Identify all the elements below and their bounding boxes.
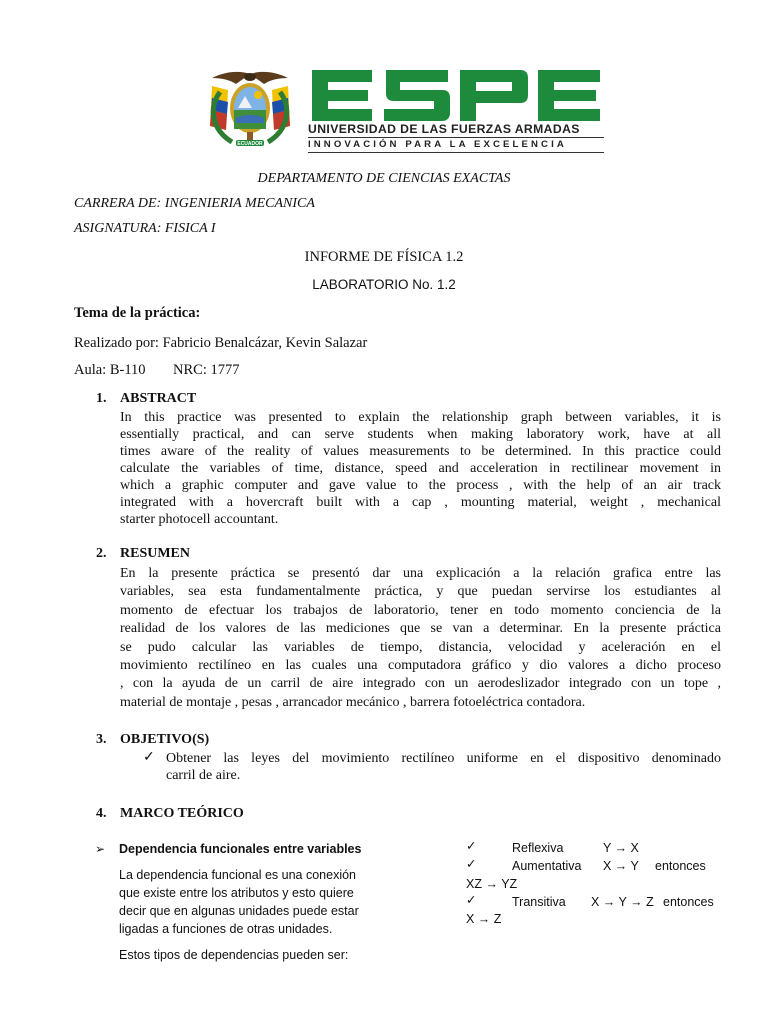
arrow-bullet-icon: ➢ bbox=[95, 842, 106, 856]
report-title: INFORME DE FÍSICA 1.2 bbox=[304, 249, 464, 265]
property-rule: X → Y bbox=[603, 859, 639, 873]
resumen-paragraph bbox=[120, 565, 721, 712]
objective-text: carril de aire. bbox=[166, 768, 241, 783]
topic-label: Tema de la práctica: bbox=[74, 305, 201, 321]
section-number: 1. bbox=[96, 391, 107, 406]
checkmark-icon: ✓ bbox=[466, 893, 477, 907]
subheading: Dependencia funcionales entre variables bbox=[119, 842, 362, 856]
paragraph-line: se pudo calcular las variables de tiempo, distancia, velocidad y aceleración en el bbox=[120, 639, 721, 655]
types-intro: Estos tipos de dependencias pueden ser: bbox=[119, 948, 349, 962]
property-rule: X → Y → Z bbox=[591, 895, 654, 909]
paragraph-line: momento de efectuar los trabajos de laboratorio, tener en todo momento conciencia de la bbox=[120, 602, 721, 618]
brand-divider-bottom bbox=[308, 152, 604, 153]
objective-text: Obtener las leyes del movimiento rectilíneo uniforme en el dispositivo denominado bbox=[166, 751, 721, 766]
property-name: Transitiva bbox=[512, 895, 566, 909]
espe-logo bbox=[198, 64, 604, 156]
paragraph-line: En la presente práctica se presentó dar una explicación a la relación grafica entre las bbox=[120, 566, 721, 581]
section-title-resumen: RESUMEN bbox=[120, 546, 191, 561]
department-title: DEPARTAMENTO DE CIENCIAS EXACTAS bbox=[257, 171, 511, 186]
paragraph-line: times aware of the reality of values measurements to be determined. In this practice could bbox=[120, 444, 721, 459]
paragraph-line: , con la ayuda de un carril de aire integrado con un aerodeslizador integrado con un tope , bbox=[120, 676, 721, 692]
section-number: 4. bbox=[96, 806, 107, 821]
authors-line: Realizado por: Fabricio Benalcázar, Kevin Salazar bbox=[74, 335, 368, 351]
property-name: Aumentativa bbox=[512, 859, 582, 873]
paragraph-line: realidad de los valores de las mediciones que se van a determinar. En la presente práctica bbox=[120, 621, 721, 637]
section-title-marco: MARCO TEÓRICO bbox=[120, 806, 244, 821]
abstract-paragraph bbox=[120, 409, 721, 528]
ecuador-coat-of-arms-icon bbox=[198, 68, 302, 152]
paragraph-line: In this practice was presented to explain the relationship graph between variables, it is bbox=[120, 410, 721, 425]
paragraph-line: ligadas a funciones de otras unidades. bbox=[119, 922, 333, 936]
university-name: UNIVERSIDAD DE LAS FUERZAS ARMADAS bbox=[308, 122, 580, 136]
paragraph-line: La dependencia funcional es una conexión bbox=[119, 868, 356, 882]
property-extra: entonces bbox=[655, 859, 706, 873]
checkmark-icon: ✓ bbox=[466, 839, 477, 853]
property-extra: entonces bbox=[663, 895, 714, 909]
paragraph-line: which a graphic computer and gave value to the process , with the help of an air track bbox=[120, 478, 721, 493]
checkmark-icon: ✓ bbox=[466, 857, 477, 871]
property-rule: Y → X bbox=[603, 841, 639, 855]
paragraph-line: que existe entre los atributos y esto quiere bbox=[119, 886, 354, 900]
property-continuation: X → Z bbox=[466, 912, 502, 926]
property-name: Reflexiva bbox=[512, 841, 564, 855]
lab-title: LABORATORIO No. 1.2 bbox=[312, 277, 456, 292]
objective-item bbox=[166, 750, 721, 784]
classroom-line: Aula: B-110 bbox=[74, 362, 146, 378]
property-continuation: XZ → YZ bbox=[466, 877, 518, 891]
career-line: CARRERA DE: INGENIERIA MECANICA bbox=[74, 196, 315, 211]
paragraph-line: calculate the variables of time, distance, speed and acceleration in rectilinear movement in bbox=[120, 461, 721, 476]
brand-divider bbox=[308, 137, 604, 138]
paragraph-line: essentially practical, and can serve students when making laboratory work, have at all bbox=[120, 427, 721, 442]
brand-block bbox=[308, 64, 604, 156]
section-title-objetivos: OBJETIVO(S) bbox=[120, 732, 210, 747]
seal-caption: ECUADOR bbox=[237, 141, 263, 147]
paragraph-line: material de montaje , pesas , arrancador mecánico , barrera fotoeléctrica contadora. bbox=[120, 694, 586, 710]
nrc-line: NRC: 1777 bbox=[173, 362, 240, 378]
paragraph-line: decir que en algunas unidades puede estar bbox=[119, 904, 359, 918]
section-number: 2. bbox=[96, 546, 107, 561]
espe-wordmark bbox=[308, 66, 604, 124]
section-number: 3. bbox=[96, 732, 107, 747]
checkmark-icon: ✓ bbox=[143, 750, 155, 765]
paragraph-line: integrated with a hovercraft built with a cap , mounting material, weight , mechanical bbox=[120, 495, 721, 510]
subject-line: ASIGNATURA: FISICA I bbox=[74, 221, 216, 236]
paragraph-line: variables, sea esta fundamentalmente práctica, y que puedan servirse los estudiantes al bbox=[120, 584, 721, 600]
section-title-abstract: ABSTRACT bbox=[120, 391, 197, 406]
paragraph-line: movimiento rectilíneo en las cuales una computadora gráfico y dio valores a dicho proceso bbox=[120, 657, 721, 673]
brand-name-text: ESPE bbox=[456, 101, 459, 102]
paragraph-line: starter photocell accountant. bbox=[120, 512, 279, 527]
university-motto: INNOVACIÓN PARA LA EXCELENCIA bbox=[308, 139, 567, 150]
